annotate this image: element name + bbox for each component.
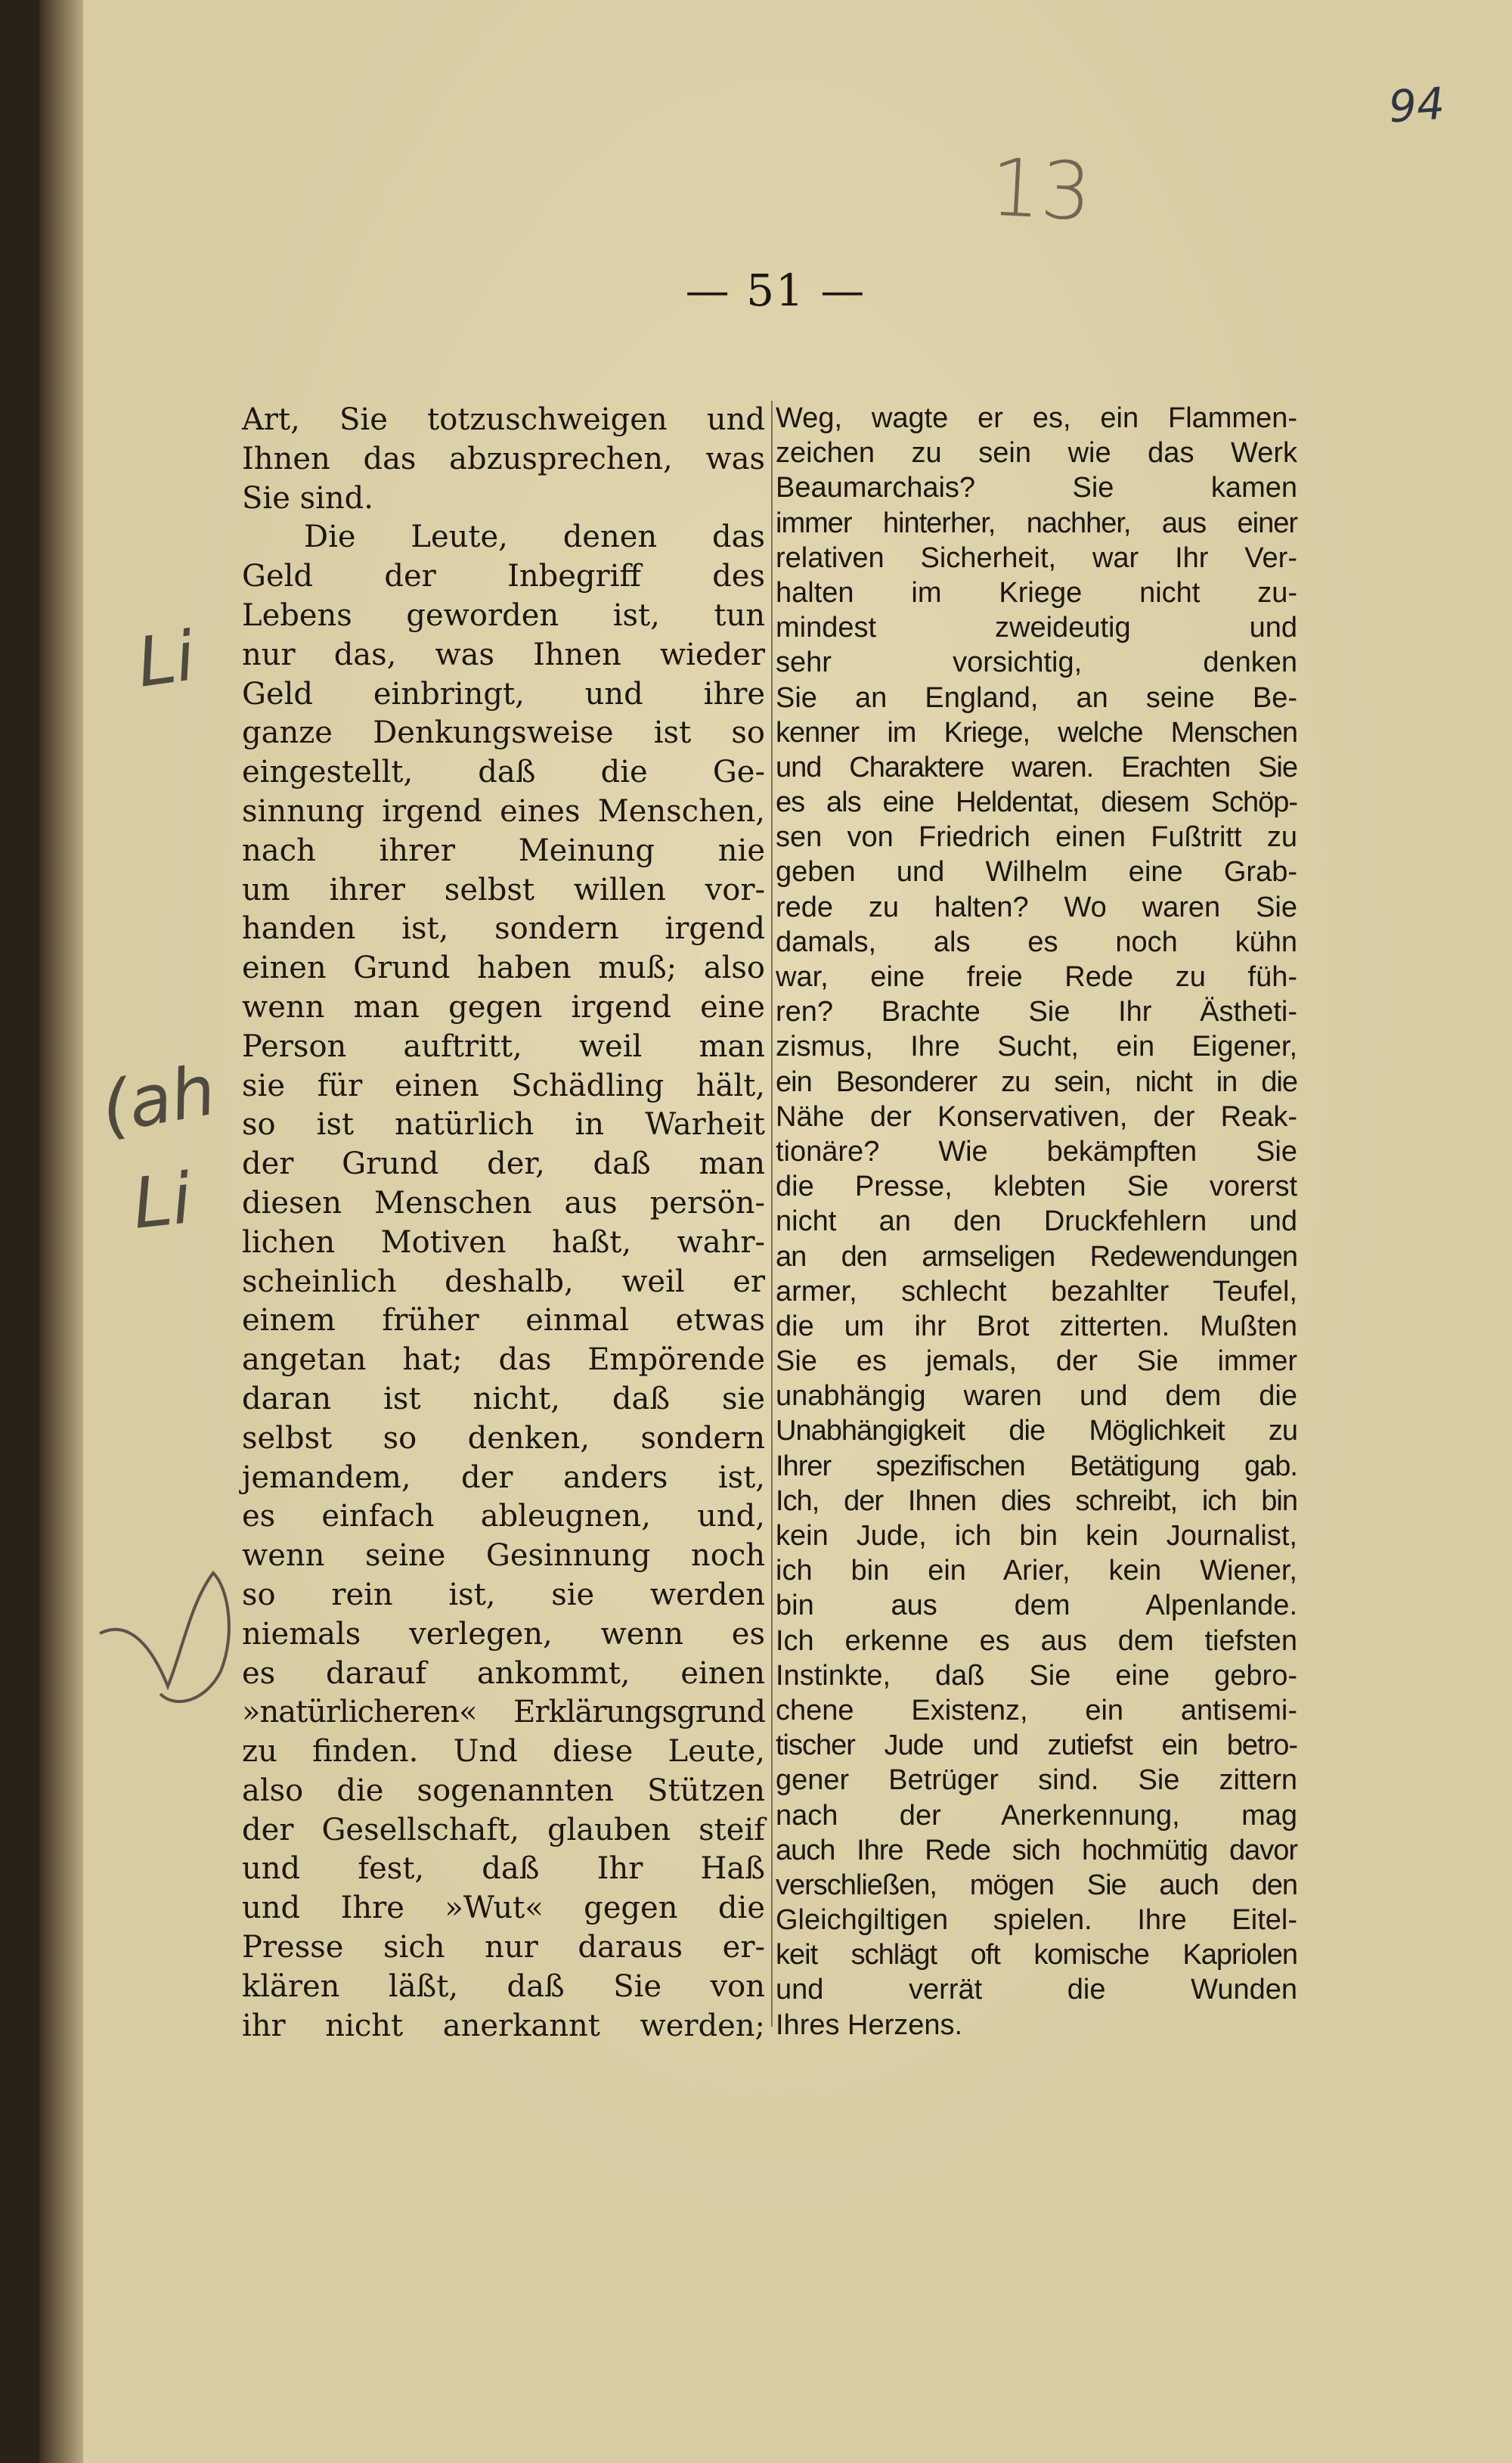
left-column [242, 401, 765, 2046]
text-line: so ist natürlich in Warheit [242, 1107, 765, 1143]
pencil-scribble [85, 1543, 266, 1724]
text-line: jemandem, der anders ist, [242, 1459, 765, 1495]
text-line: selbst so denken, sondern [242, 1420, 765, 1456]
text-line: Sie an England, an seine Be- [776, 681, 1297, 714]
text-line: Ihres Herzens. [776, 2009, 963, 2041]
text-line: keit schlägt oft komische Kapriolen [776, 1939, 1297, 1971]
text-line: verschließen, mögen Sie auch den [776, 1869, 1297, 1901]
text-line: ren? Brachte Sie Ihr Ästheti- [776, 996, 1297, 1028]
text-line: wenn seine Gesinnung noch [242, 1538, 765, 1574]
text-line: nur das, was Ihnen wieder [242, 637, 765, 672]
text-line: nach ihrer Meinung nie [242, 833, 765, 868]
text-line: klären läßt, daß Sie von [242, 1968, 765, 2004]
margin-note: Li [129, 1158, 196, 1245]
text-line: es als eine Heldentat, diesem Schöp- [776, 786, 1297, 819]
text-line: sen von Friedrich einen Fußtritt zu [776, 821, 1297, 854]
text-line: Ich erkenne es aus dem tiefsten [776, 1624, 1297, 1657]
text-line: Weg, wagte er es, ein Flammen- [776, 402, 1297, 434]
text-line: geben und Wilhelm eine Grab- [776, 856, 1297, 889]
text-line: auch Ihre Rede sich hochmütig davor [776, 1834, 1297, 1866]
text-line: zismus, Ihre Sucht, ein Eigener, [776, 1031, 1297, 1063]
text-line: tionäre? Wie bekämpften Sie [776, 1135, 1297, 1168]
text-line: so rein ist, sie werden [242, 1577, 765, 1612]
text-line: an den armseligen Redewendungen [776, 1240, 1297, 1273]
text-line: chene Existenz, ein antisemi- [776, 1694, 1297, 1726]
text-line: armer, schlecht bezahlter Teufel, [776, 1275, 1297, 1307]
text-line: und verrät die Wunden [776, 1974, 1297, 2006]
text-line: nicht an den Druckfehlern und [776, 1205, 1297, 1238]
text-line: ein Besonderer zu sein, nicht in die [776, 1066, 1297, 1098]
right-column [776, 401, 1297, 2043]
text-line: es einfach ableugnen, und, [242, 1499, 765, 1534]
text-line: unabhängig waren und dem die [776, 1380, 1297, 1413]
book-page [39, 0, 1512, 2463]
text-line: und Charaktere waren. Erachten Sie [776, 751, 1297, 783]
text-line: und Ihre »Wut« gegen die [242, 1891, 765, 1926]
text-line: Die Leute, denen das [304, 520, 765, 555]
text-line: immer hinterher, nachher, aus einer [776, 507, 1297, 539]
text-line: relativen Sicherheit, war Ihr Ver- [776, 541, 1297, 574]
text-line: diesen Menschen aus persön- [242, 1185, 765, 1221]
text-line: scheinlich deshalb, weil er [242, 1264, 765, 1299]
column-divider [771, 401, 773, 2027]
text-line: angetan hat; das Empörende [242, 1342, 765, 1378]
text-line: sie für einen Schädling hält, [242, 1068, 765, 1103]
text-line: der Grund der, daß man [242, 1146, 765, 1182]
text-line: ihr nicht anerkannt werden; [242, 2008, 765, 2043]
text-line: um ihrer selbst willen vor- [242, 872, 765, 907]
text-line: eingestellt, daß die Ge- [242, 755, 765, 790]
text-line: daran ist nicht, daß sie [242, 1381, 765, 1416]
text-line: halten im Kriege nicht zu- [776, 576, 1297, 609]
text-line: handen ist, sondern irgend [242, 911, 765, 947]
text-line: also die sogenannten Stützen [242, 1773, 765, 1808]
text-line: sehr vorsichtig, denken [776, 647, 1297, 679]
text-line: Presse sich nur daraus er- [242, 1930, 765, 1965]
text-line: zeichen zu sein wie das Werk [776, 437, 1297, 470]
text-line: zu finden. Und diese Leute, [242, 1734, 765, 1770]
pencil-mark: 13 [987, 141, 1094, 239]
text-line: der Gesellschaft, glauben steif [242, 1812, 765, 1847]
text-line: Ich, der Ihnen dies schreibt, ich bin [776, 1484, 1297, 1517]
text-line: ich bin ein Arier, kein Wiener, [776, 1555, 1297, 1587]
text-line: niemals verlegen, wenn es [242, 1616, 765, 1652]
text-line: damals, als es noch kühn [776, 926, 1297, 958]
text-line: Art, Sie totzuschweigen und [242, 402, 765, 437]
text-line: rede zu halten? Wo waren Sie [776, 891, 1297, 923]
folio-number: 94 [1387, 77, 1447, 133]
text-line: gener Betrüger sind. Sie zittern [776, 1764, 1297, 1797]
text-line: Instinkte, daß Sie eine gebro- [776, 1659, 1297, 1692]
text-line: Lebens geworden ist, tun [242, 597, 765, 633]
text-line: war, eine freie Rede zu füh- [776, 961, 1297, 993]
text-line: die Presse, klebten Sie vorerst [776, 1171, 1297, 1203]
text-line: kein Jude, ich bin kein Journalist, [776, 1520, 1297, 1552]
text-line: wenn man gegen irgend eine [242, 989, 765, 1025]
text-line: einen Grund haben muß; also [242, 951, 765, 986]
text-line: einem früher einmal etwas [242, 1303, 765, 1339]
text-line: tischer Jude und zutiefst ein betro- [776, 1729, 1297, 1762]
text-line: Geld einbringt, und ihre [242, 676, 765, 712]
margin-note: (ah [94, 1049, 222, 1149]
text-line: Person auftritt, weil man [242, 1028, 765, 1064]
text-line: Nähe der Konservativen, der Reak- [776, 1100, 1297, 1133]
text-line: lichen Motiven haßt, wahr- [242, 1224, 765, 1260]
book-binding [39, 0, 83, 2463]
text-line: mindest zweideutig und [776, 612, 1297, 644]
text-line: Ihrer spezifischen Betätigung gab. [776, 1450, 1297, 1482]
text-line: Gleichgiltigen spielen. Ihre Eitel- [776, 1904, 1297, 1937]
text-line: nach der Anerkennung, mag [776, 1799, 1297, 1832]
margin-note: Li [132, 616, 200, 703]
text-line: »natürlicheren« Erklärungsgrund [242, 1695, 765, 1730]
text-line: es darauf ankommt, einen [242, 1655, 765, 1691]
text-line: Geld der Inbegriff des [242, 559, 765, 594]
text-line: ganze Denkungsweise ist so [242, 715, 765, 751]
text-line: bin aus dem Alpenlande. [776, 1590, 1297, 1622]
text-line: die um ihr Brot zitterten. Mußten [776, 1310, 1297, 1342]
text-line: Beaumarchais? Sie kamen [776, 472, 1297, 504]
page-number: — 51 — [685, 265, 866, 316]
text-line: und fest, daß Ihr Haß [242, 1851, 765, 1887]
text-line: Sie sind. [242, 480, 373, 516]
text-line: Ihnen das abzusprechen, was [242, 441, 765, 476]
text-line: sinnung irgend eines Menschen, [242, 793, 765, 829]
text-line: Sie es jemals, der Sie immer [776, 1345, 1297, 1378]
text-line: Unabhängigkeit die Möglichkeit zu [776, 1415, 1297, 1447]
text-line: kenner im Kriege, welche Menschen [776, 716, 1297, 749]
